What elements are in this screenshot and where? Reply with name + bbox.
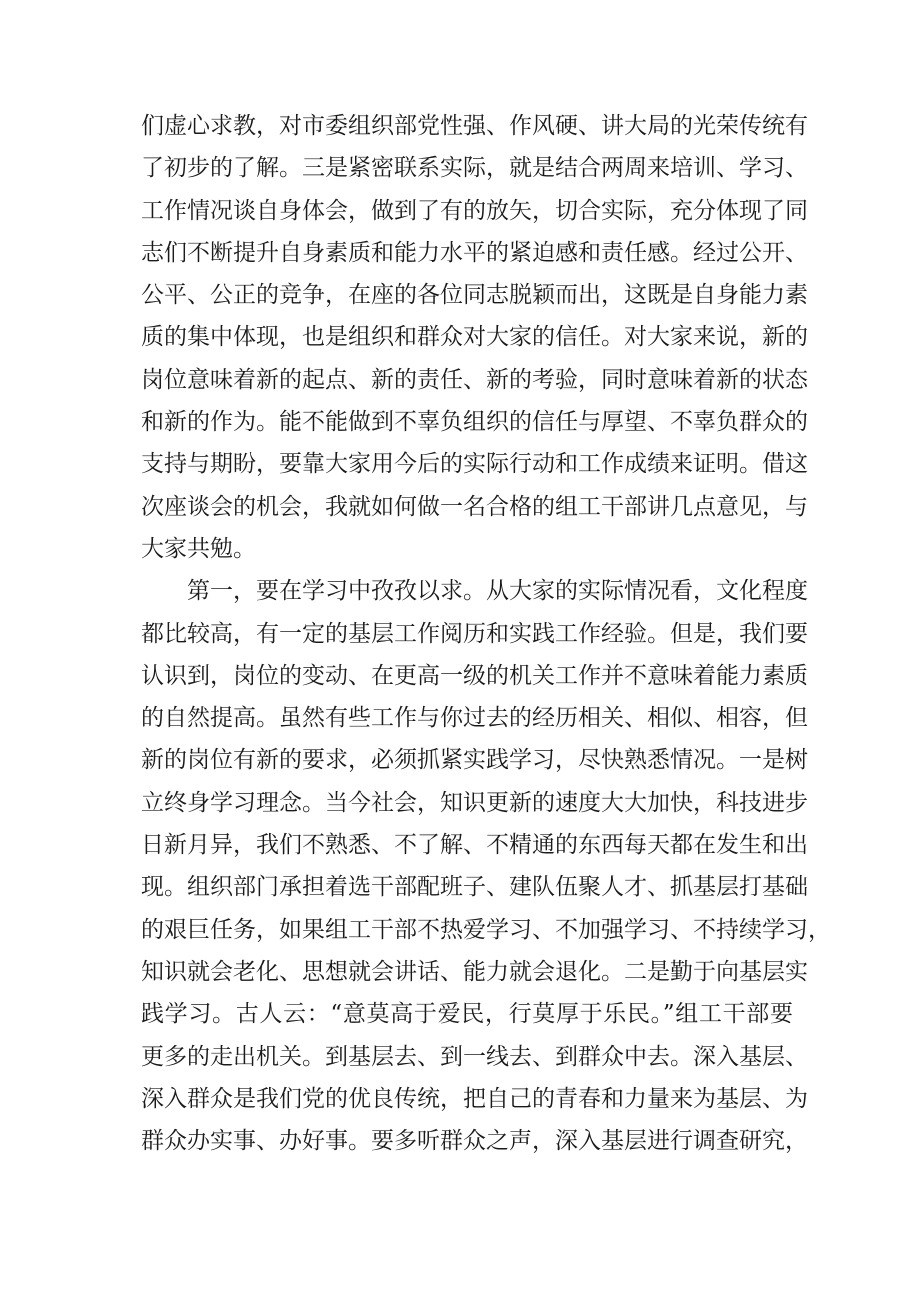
text-line: 的自然提高。虽然有些工作与你过去的经历相关、相似、相容，但 (141, 705, 808, 732)
text-line: 都比较高，有一定的基层工作阅历和实践工作经验。但是，我们要 (141, 620, 808, 647)
text-line: 了初步的了解。三是紧密联系实际，就是结合两周来培训、学习、 (141, 155, 808, 182)
text-line: 更多的走出机关。到基层去、到一线去、到群众中去。深入基层、 (141, 1043, 808, 1070)
text-line: 志们不断提升自身素质和能力水平的紧迫感和责任感。经过公开、 (141, 239, 808, 266)
text-line: 次座谈会的机会，我就如何做一名合格的组工干部讲几点意见，与 (141, 493, 808, 520)
text-line: 认识到，岗位的变动、在更高一级的机关工作并不意味着能力素质 (141, 662, 808, 689)
text-line: 的艰巨任务，如果组工干部不热爱学习、不加强学习、不持续学习， (141, 916, 831, 943)
text-line: 深入群众是我们党的优良传统，把自己的青春和力量来为基层、为 (141, 1085, 808, 1112)
text-line: 公平、公正的竞争，在座的各位同志脱颖而出，这既是自身能力素 (141, 282, 808, 309)
paragraph-start-line: 第一，要在学习中孜孜以求。从大家的实际情况看，文化程度 (187, 578, 808, 605)
text-line: 支持与期盼，要靠大家用今后的实际行动和工作成绩来证明。借这 (141, 451, 808, 478)
text-line: 现。组织部门承担着选干部配班子、建队伍聚人才、抓基层打基础 (141, 874, 808, 901)
text-line: 工作情况谈自身体会，做到了有的放矢，切合实际，充分体现了同 (141, 197, 808, 224)
text-line: 质的集中体现，也是组织和群众对大家的信任。对大家来说，新的 (141, 324, 808, 351)
text-line: 群众办实事、办好事。要多听群众之声，深入基层进行调查研究， (141, 1128, 808, 1155)
text-line: 立终身学习理念。当今社会，知识更新的速度大大加快，科技进步 (141, 789, 808, 816)
text-line: 新的岗位有新的要求，必须抓紧实践学习，尽快熟悉情况。一是树 (141, 747, 808, 774)
text-line: 大家共勉。 (141, 535, 256, 562)
text-line: 知识就会老化、思想就会讲话、能力就会退化。二是勤于向基层实 (141, 958, 808, 985)
text-line: 践学习。古人云：“意莫高于爱民，行莫厚于乐民。”组工干部要 (141, 1001, 793, 1028)
text-line: 和新的作为。能不能做到不辜负组织的信任与厚望、不辜负群众的 (141, 409, 808, 436)
text-line: 岗位意味着新的起点、新的责任、新的考验，同时意味着新的状态 (141, 366, 808, 393)
text-line: 日新月异，我们不熟悉、不了解、不精通的东西每天都在发生和出 (141, 832, 808, 859)
body-text (141, 105, 831, 1162)
text-line: 们虚心求教，对市委组织部党性强、作风硬、讲大局的光荣传统有 (141, 113, 808, 139)
